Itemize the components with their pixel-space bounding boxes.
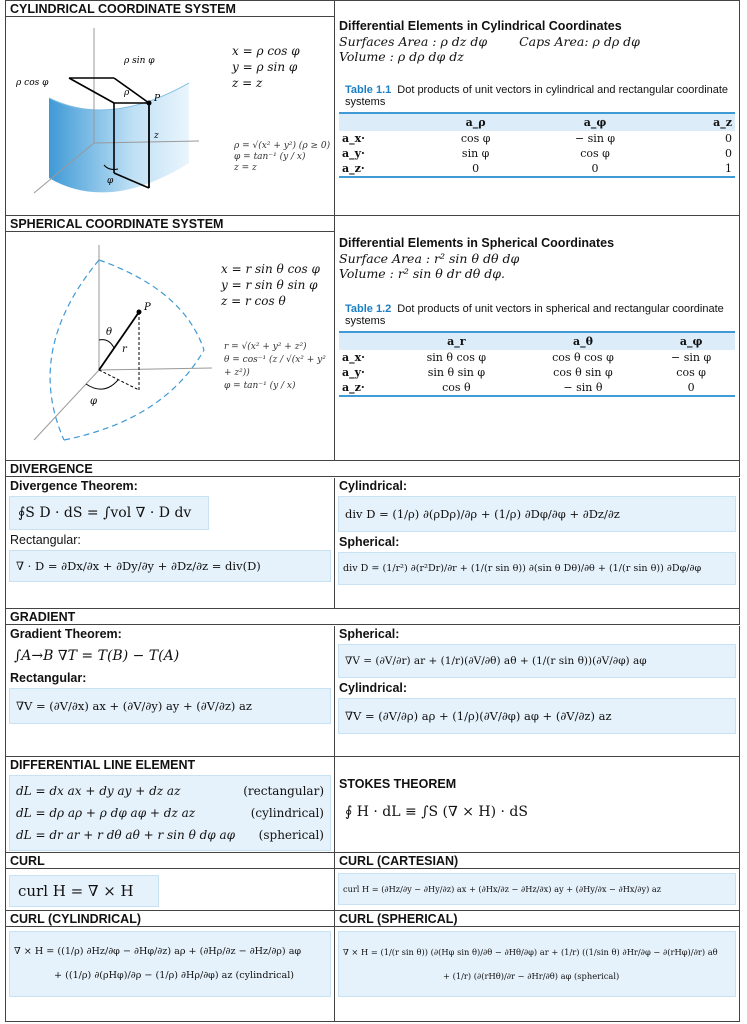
curl-spherical-header: CURL (SPHERICAL) [335,911,739,927]
table-header-row [339,332,735,350]
table-1-2-text: Dot products of unit vectors in spherical and rectangular coordinate systems [345,303,724,327]
table-header-cell: a_θ [519,332,648,350]
curl-eq: curl H = ∇ × H [9,875,159,907]
cylindrical-right-cell [335,1,740,216]
cyl-inv-phi: φ = tan⁻¹ (y / x) [234,152,306,162]
curl-cylindrical-eq [9,931,331,997]
table-cell: a_z· [339,161,424,177]
dl-sph-line [16,824,324,846]
table-header-cell: a_z [662,113,735,131]
spherical-inverse-equations [224,341,334,393]
curl-header: CURL [6,853,334,869]
gradient-row [5,608,740,757]
cylindrical-row [5,0,740,216]
curl-cartesian-cell [335,853,740,911]
sphere-outline-right [99,260,204,350]
table-1-2-caption [345,303,735,327]
cyl-caps-area: Caps Area: ρ dρ dφ [519,34,640,49]
table-cell: − sin φ [574,132,616,145]
cylindrical-inverse-equations [234,141,330,174]
divergence-cyl-label: Cylindrical: [339,479,408,493]
point-p [137,310,142,315]
table-cell: a_y· [342,366,365,379]
gradient-cyl-eq: ∇V = (∂V/∂ρ) aρ + (1/ρ)(∂V/∂φ) aφ + (∂V/∂z) az [338,698,736,734]
gradient-rect-label: Rectangular: [10,671,87,685]
divergence-sph-eq: div D = (1/r²) ∂(r²Dr)/∂r + (1/(r sin θ)) ∂(sin θ Dθ)/∂θ + (1/(r sin θ)) ∂Dφ/∂φ [338,552,736,585]
table-cell: sin θ sin φ [427,366,486,379]
gradient-sph-eq: ∇V = (∂V/∂r) ar + (1/r)(∂V/∂θ) aθ + (1/(r sin θ))(∂V/∂φ) aφ [338,644,736,678]
curl-cartesian-eq: curl H = (∂Hz/∂y − ∂Hy/∂z) ax + (∂Hx/∂z − ∂Hz/∂x) ay + (∂Hy/∂x − ∂Hx/∂y) az [338,873,736,905]
dl-rect-eq: dL = dx ax + dy ay + dz az [16,784,181,798]
table-header-cell [339,113,424,131]
gradient-right-cell [335,626,740,757]
table-cell: a_z· [339,380,394,396]
table-1-1 [339,112,735,178]
table-row [339,380,735,396]
table-cell: − sin φ [671,351,712,364]
fig-rho-cos-label: ρ cos φ [16,78,49,88]
cyl-eq-x: x = ρ cos φ [232,44,300,58]
table-cell: cos θ sin φ [553,366,613,379]
curl-coords-row [5,910,740,1022]
gradient-cyl-label: Cylindrical: [339,681,408,695]
sph-inv-theta: θ = cos⁻¹ (z / √(x² + y² + z²)) [224,355,326,378]
stokes-cell [335,757,740,853]
table-1-1-text: Dot products of unit vectors in cylindrical and rectangular coordinate systems [345,84,729,108]
spherical-row [5,215,740,461]
theta-arc [99,340,114,348]
y-axis [99,368,212,370]
curl-cylindrical-header: CURL (CYLINDRICAL) [6,911,334,927]
table-cell: sin θ cos φ [426,351,487,364]
cyl-diff-title: Differential Elements in Cylindrical Coordinates [339,19,622,33]
fig-phi-label: φ [107,176,114,186]
dl-cyl-eq: dL = dρ aρ + ρ dφ aφ + dz az [16,806,196,820]
stokes-eq: ∮ H · dL ≡ ∫S (∇ × H) · dS [345,804,528,820]
gradient-header-cell [5,609,740,626]
divergence-cyl-eq: div D = (1/ρ) ∂(ρDρ)/∂ρ + (1/ρ) ∂Dφ/∂φ + ∂Dz/∂z [338,496,736,532]
curl-cell [5,853,335,911]
curl-sph-line-1: ∇ × H = (1/(r sin θ)) (∂(Hφ sin θ)/∂θ − ∂Hθ/∂φ) ar + (1/r) ((1/sin θ) ∂Hr/∂φ − ∂(rHφ)/∂r) aθ [343,947,718,957]
line-element-row [5,756,740,853]
table-cell: cos φ [580,147,610,160]
dl-sph-tag: (spherical) [258,828,324,842]
table-cell: 1 [662,161,735,177]
table-cell: a_x· [342,132,366,145]
table-cell: − sin θ [519,380,648,396]
cyl-inv-rho: ρ = √(x² + y²) (ρ ≥ 0) [234,141,331,151]
r-vector [99,312,139,370]
table-cell: 0 [647,380,735,396]
table-cell: 0 [725,147,732,160]
fig-z-label: z [154,131,159,141]
dl-cyl-tag: (cylindrical) [250,806,324,820]
gradient-theorem-eq: ∫A→B ∇T = T(B) − T(A) [14,648,180,664]
curl-cartesian-header: CURL (CARTESIAN) [335,853,739,869]
cyl-volume: Volume : ρ dρ dφ dz [339,49,464,64]
divergence-sph-label: Spherical: [339,535,400,549]
dl-sph-eq: dL = dr ar + r dθ aθ + r sin θ dφ aφ [16,828,236,842]
divergence-header-cell [5,461,740,478]
divergence-left-cell [5,478,335,609]
table-row [339,131,735,146]
curl-sph-line-2: + (1/r) (∂(rHθ)/∂r − ∂Hr/∂θ) aφ (spherical) [443,971,620,981]
table-cell: cos θ [394,380,518,396]
sph-eq-y: y = r sin θ sin φ [221,278,318,292]
table-cell: 0 [725,132,732,145]
table-header-cell: a_φ [647,332,735,350]
divergence-rect-eq: ∇ · D = ∂Dx/∂x + ∂Dy/∂y + ∂Dz/∂z = div(D) [9,550,331,582]
table-cell: a_y· [342,147,365,160]
table-1-1-wrap [339,112,735,178]
fig-theta-label: θ [106,327,113,338]
table-1-1-caption [345,84,735,108]
divergence-theorem-eq: ∮S D · dS = ∫vol ∇ · D dv [9,496,209,530]
table-row [339,161,735,177]
cyl-area-line [335,34,739,49]
cylindrical-equations [232,43,300,91]
curl-spherical-cell [335,911,740,1021]
cylindrical-left-cell [5,1,335,216]
table-cell: sin φ [461,147,490,160]
gradient-theorem-label: Gradient Theorem: [10,627,122,641]
rho-vector [69,78,114,103]
table-cell: cos θ cos φ [552,351,614,364]
table-1-2-wrap [339,331,735,397]
sphere-outline-bottom [64,350,204,440]
table-row [339,146,735,161]
sph-eq-x: x = r sin θ cos φ [221,262,320,276]
table-header-cell: a_φ [528,113,663,131]
line-element-cell [5,757,335,853]
fig-r-label: r [122,344,127,355]
table-1-2 [339,331,735,397]
curl-cylindrical-cell [5,911,335,1021]
spherical-diagram [14,240,214,455]
cyl-inv-z: z = z [234,163,257,173]
dl-rect-tag: (rectangular) [243,784,324,798]
sph-volume: Volume : r² sin θ dr dθ dφ. [339,266,505,281]
gradient-rect-eq: ∇V = (∂V/∂x) ax + (∂V/∂y) ay + (∂V/∂z) az [9,688,331,724]
table-cell: 0 [424,161,528,177]
dl-cyl-line [16,802,324,824]
dl-rect-line [16,780,324,802]
cyl-eq-y: y = ρ sin φ [232,60,298,74]
table-cell: a_x· [342,351,366,364]
cyl-surfaces-area: Surfaces Area : ρ dz dφ [339,34,488,49]
fig-rho-label: ρ [124,88,130,98]
curl-spherical-eq [338,931,736,997]
sph-eq-z: z = r cos θ [221,294,286,308]
sphere-outline-left [50,260,99,440]
curl-cyl-line-1: ∇ × H = ((1/ρ) ∂Hz/∂φ − ∂Hφ/∂z) aρ + (∂Hρ/∂z − ∂Hz/∂ρ) aφ [14,946,302,957]
table-header-cell: a_r [394,332,518,350]
sph-diff-title: Differential Elements in Spherical Coordinates [339,236,615,250]
divergence-right-cell [335,478,740,609]
formula-sheet [5,0,740,1020]
line-element-header: DIFFERENTIAL LINE ELEMENT [10,758,196,772]
gradient-left-cell [5,626,335,757]
curl-cyl-line-2: + ((1/ρ) ∂(ρHφ)/∂ρ − (1/ρ) ∂Hρ/∂φ) az (cylindrical) [54,970,295,981]
sph-inv-phi: φ = tan⁻¹ (y / x) [224,381,296,391]
table-header-row [339,113,735,131]
table-1-1-number: Table 1.1 [345,84,392,96]
table-row [339,350,735,365]
rho-cos-segment [114,78,149,103]
gradient-sph-label: Spherical: [339,627,400,641]
table-row [339,365,735,380]
table-cell: cos φ [676,366,706,379]
divergence-row [5,460,740,609]
divergence-theorem-label: Divergence Theorem: [10,479,138,493]
cyl-eq-z: z = z [232,76,263,90]
table-cell: 0 [528,161,663,177]
rectangular-label: Rectangular: [10,533,81,547]
cylindrical-header: CYLINDRICAL COORDINATE SYSTEM [6,1,334,17]
gradient-header: GRADIENT [6,609,740,625]
fig-p-label: P [144,302,151,313]
fig-p-label: P [154,94,161,104]
point-p [147,101,152,106]
fig-rho-sin-label: ρ sin φ [124,56,155,66]
sph-inv-r: r = √(x² + y² + z²) [224,342,307,352]
spherical-header: SPHERICAL COORDINATE SYSTEM [6,216,334,232]
spherical-left-cell [5,216,335,461]
fig-phi-label: φ [90,396,98,407]
table-header-cell: a_ρ [424,113,528,131]
line-element-eqs [9,775,331,851]
spherical-equations [221,261,320,309]
table-header-cell [339,332,394,350]
table-1-2-number: Table 1.2 [345,303,392,315]
cylindrical-diagram [14,23,204,208]
table-cell: cos φ [460,132,491,145]
base-projection [99,370,139,390]
spherical-right-cell [335,216,740,461]
curl-row [5,852,740,911]
stokes-header: STOKES THEOREM [339,777,457,791]
sph-surface-area: Surface Area : r² sin θ dθ dφ [339,251,520,266]
phi-arc [86,380,118,389]
divergence-header: DIVERGENCE [6,461,740,477]
